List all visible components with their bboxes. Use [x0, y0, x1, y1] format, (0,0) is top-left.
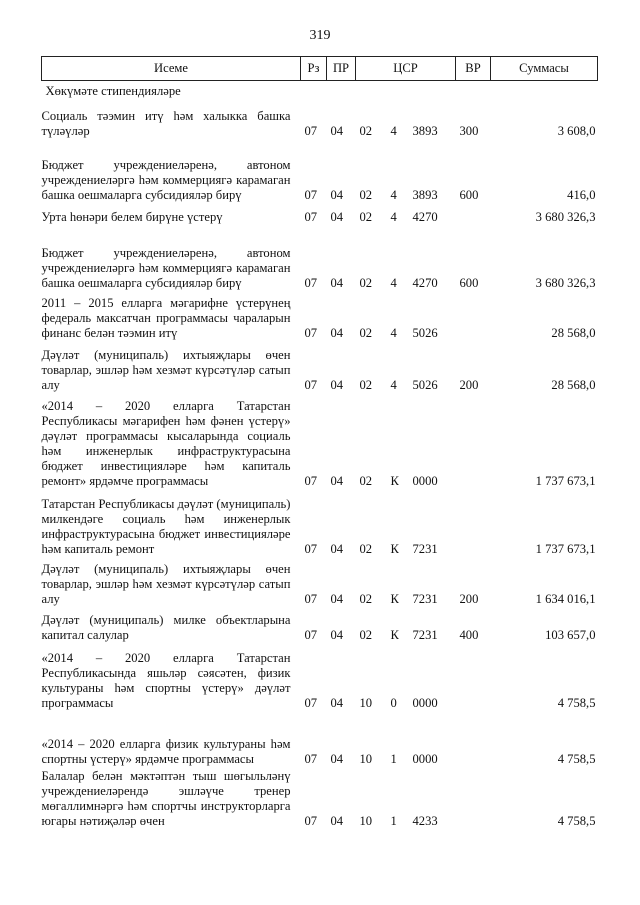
row-csr3: 7231 — [412, 628, 438, 642]
row-csr3: 3893 — [412, 124, 438, 138]
row-vr: 400 — [459, 628, 479, 642]
row-sum: 4 758,5 — [557, 752, 596, 766]
table-row — [42, 559, 598, 609]
row-vr — [456, 645, 491, 713]
row-rz: 07 — [304, 378, 318, 392]
row-vr: 300 — [459, 124, 479, 138]
row-csr1: 02 — [359, 592, 373, 606]
table-row — [42, 101, 598, 141]
row-name: 2011 – 2015 елларга мәгарифне үстерүнең федераль максатчан программасы чараларын финанс белән тәэмин итү — [41, 296, 291, 340]
header-sum: Суммасы — [491, 57, 598, 81]
row-sum: 103 657,0 — [545, 628, 596, 642]
row-csr2: 4 — [390, 276, 397, 290]
row-csr3: 4270 — [412, 276, 438, 290]
row-csr2: 4 — [390, 210, 397, 224]
row-csr1: 02 — [359, 628, 373, 642]
row-name: Бюджет учреждениеләренә, автоном учреждениеләргә һәм коммерциягә карамаган башка оешмаларга субсидияләр бирү — [41, 158, 291, 202]
row-name: Дәүләт (муниципаль) ихтыяҗлары өчен товарлар, эшләр һәм хезмәт күрсәтүләр сатып алу — [41, 348, 291, 392]
row-sum: 1 737 673,1 — [535, 542, 596, 556]
row-rz: 07 — [304, 326, 318, 340]
row-pr: 04 — [330, 124, 344, 138]
row-csr2: К — [390, 592, 399, 606]
row-sum: 3 680 326,3 — [535, 210, 596, 224]
row-csr1: 02 — [359, 124, 373, 138]
section-title: Хөкүмәте стипендияләре — [45, 84, 181, 98]
row-vr — [456, 395, 491, 491]
row-vr: 600 — [459, 188, 479, 202]
row-pr: 04 — [330, 378, 344, 392]
row-csr3: 4270 — [412, 210, 438, 224]
row-csr3: 0000 — [412, 752, 438, 766]
row-pr: 04 — [330, 326, 344, 340]
row-rz: 07 — [304, 542, 318, 556]
row-vr — [456, 769, 491, 831]
row-csr3: 4233 — [412, 814, 438, 828]
row-pr: 04 — [330, 276, 344, 290]
table-row — [42, 227, 598, 293]
row-csr2: К — [390, 474, 399, 488]
row-pr: 04 — [330, 696, 344, 710]
row-pr: 04 — [330, 188, 344, 202]
table-row — [42, 769, 598, 831]
header-rz: Рз — [301, 57, 327, 81]
row-rz: 07 — [304, 752, 318, 766]
row-name: «2014 – 2020 елларга Татарстан Республикасы мәгарифен һәм фәнен үстерү» дәүләт программасы кысаларында социаль һәм инженерлык инфраструктурасына бюджет инвестицияләре һәм капиталь ремонт» ярдәмче программасы — [41, 399, 291, 488]
row-sum: 28 568,0 — [551, 378, 596, 392]
row-sum: 3 680 326,3 — [535, 276, 596, 290]
row-csr1: 02 — [359, 210, 373, 224]
row-name: Социаль тәэмин итү һәм халыкка башка түләүләр — [41, 109, 291, 138]
table-row — [42, 141, 598, 205]
table-row — [42, 205, 598, 227]
row-csr1: 10 — [359, 814, 373, 828]
row-vr: 200 — [459, 592, 479, 606]
row-name: Дәүләт (муниципаль) ихтыяҗлары өчен товарлар, эшләр һәм хезмәт күрсәтүләр сатып алу — [41, 562, 291, 606]
header-name: Исеме — [42, 57, 301, 81]
row-csr1: 02 — [359, 378, 373, 392]
header-pr: ПР — [327, 57, 356, 81]
row-vr: 200 — [459, 378, 479, 392]
row-sum: 4 758,5 — [557, 814, 596, 828]
row-vr: 600 — [459, 276, 479, 290]
row-csr3: 5026 — [412, 326, 438, 340]
row-sum: 1 634 016,1 — [535, 592, 596, 606]
table-row — [42, 343, 598, 395]
row-pr: 04 — [330, 592, 344, 606]
row-csr2: К — [390, 628, 399, 642]
row-csr2: К — [390, 542, 399, 556]
section-row — [42, 81, 598, 102]
row-csr3: 0000 — [412, 474, 438, 488]
row-csr1: 02 — [359, 326, 373, 340]
row-sum: 416,0 — [567, 188, 596, 202]
row-pr: 04 — [330, 210, 344, 224]
row-name: «2014 – 2020 елларга физик культураны һәм спортны үстерү» ярдәмче программасы — [41, 737, 291, 766]
row-csr1: 10 — [359, 752, 373, 766]
row-rz: 07 — [304, 628, 318, 642]
row-csr2: 4 — [390, 188, 397, 202]
row-vr — [456, 713, 491, 769]
table-row — [42, 491, 598, 559]
row-csr2: 1 — [390, 814, 397, 828]
row-csr2: 4 — [390, 124, 397, 138]
row-name: Дәүләт (муниципаль) милке объектларына капитал салулар — [41, 613, 291, 642]
row-csr1: 02 — [359, 474, 373, 488]
row-pr: 04 — [330, 542, 344, 556]
row-rz: 07 — [304, 210, 318, 224]
row-vr — [456, 205, 491, 227]
table-header-row — [42, 57, 598, 81]
row-csr3: 7231 — [412, 592, 438, 606]
row-rz: 07 — [304, 124, 318, 138]
row-csr3: 5026 — [412, 378, 438, 392]
header-vr: ВР — [456, 57, 491, 81]
row-csr1: 02 — [359, 276, 373, 290]
header-csr: ЦСР — [356, 57, 456, 81]
row-name: «2014 – 2020 елларга Татарстан Республикасында яшьләр сәясәтен, физик культураны һәм спортны үстерү» дәүләт программасы — [41, 651, 291, 710]
page-number: 319 — [309, 28, 331, 43]
row-rz: 07 — [304, 592, 318, 606]
row-csr1: 02 — [359, 188, 373, 202]
row-sum: 28 568,0 — [551, 326, 596, 340]
row-rz: 07 — [304, 814, 318, 828]
table-row — [42, 609, 598, 645]
table-row — [42, 293, 598, 343]
row-vr — [456, 293, 491, 343]
row-sum: 3 608,0 — [557, 124, 596, 138]
row-pr: 04 — [330, 814, 344, 828]
row-name: Балалар белән мәктәптән тыш шөгыльләнү учреждениеләрендә эшләүче тренер мөгаллимнәргә һәм спортчы инструкторларга югары нәтиҗәләр өчен — [41, 769, 291, 828]
row-csr2: 1 — [390, 752, 397, 766]
row-pr: 04 — [330, 474, 344, 488]
row-csr3: 7231 — [412, 542, 438, 556]
table-row — [42, 713, 598, 769]
table-row — [42, 645, 598, 713]
row-csr1: 10 — [359, 696, 373, 710]
row-csr2: 0 — [390, 696, 397, 710]
row-csr2: 4 — [390, 326, 397, 340]
budget-table — [41, 56, 598, 831]
row-rz: 07 — [304, 474, 318, 488]
table-row — [42, 395, 598, 491]
row-name: Урта һөнәри белем бирүне үстерү — [41, 210, 223, 224]
row-csr1: 02 — [359, 542, 373, 556]
row-vr — [456, 491, 491, 559]
row-sum: 4 758,5 — [557, 696, 596, 710]
row-pr: 04 — [330, 752, 344, 766]
row-csr3: 0000 — [412, 696, 438, 710]
row-pr: 04 — [330, 628, 344, 642]
row-name: Татарстан Республикасы дәүләт (муниципаль) милкендәге социаль һәм инженерлык инфраструктурасына бюджет инвестицияләре һәм капиталь ремонт — [41, 497, 291, 556]
row-rz: 07 — [304, 696, 318, 710]
row-rz: 07 — [304, 276, 318, 290]
row-sum: 1 737 673,1 — [535, 474, 596, 488]
row-name: Бюджет учреждениеләренә, автоном учреждениеләргә һәм коммерциягә карамаган башка оешмаларга субсидияләр бирү — [41, 246, 291, 290]
row-rz: 07 — [304, 188, 318, 202]
row-csr2: 4 — [390, 378, 397, 392]
row-csr3: 3893 — [412, 188, 438, 202]
